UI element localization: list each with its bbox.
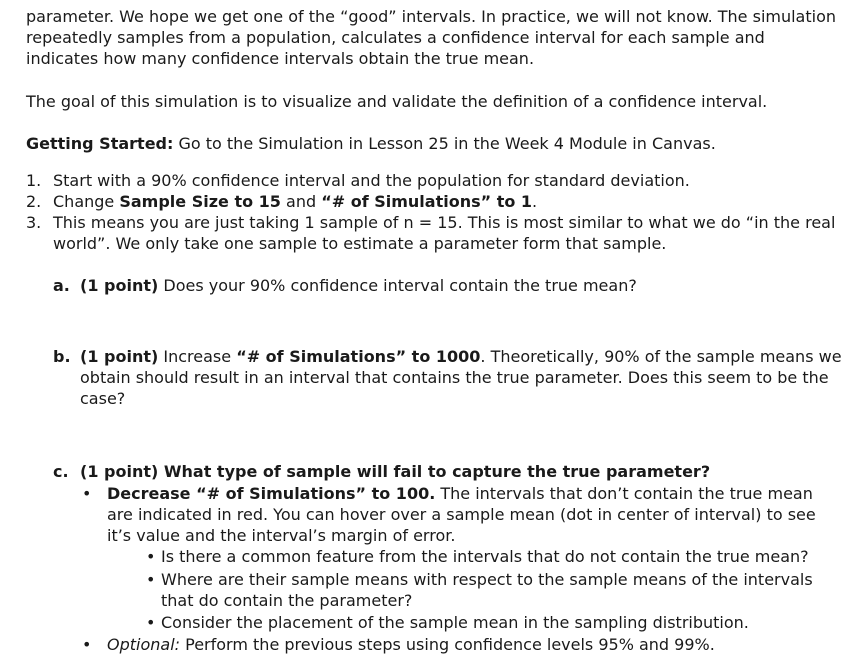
intro-text: parameter. We hope we get one of the “good” intervals. In practice, we will not know. The simulation repeatedly samples from a population, calculates a confidence interval for each sample and indicates how many confidence intervals obtain the true mean. [26, 7, 837, 68]
sub-bullet-text: Where are their sample means with respect to the sample means of the intervals that do contain the parameter? [161, 570, 813, 610]
sub-bullet [146, 612, 842, 633]
goal-paragraph: The goal of this simulation is to visualize and validate the definition of a confidence interval. [26, 92, 768, 111]
bullet-decrease [82, 483, 842, 546]
question-points: (1 point) [80, 347, 159, 366]
bullet-text [107, 634, 842, 655]
question-bold: “# of Simulations” to 1000 [236, 347, 481, 366]
bullet-dot: • [82, 484, 92, 503]
step-bold-simulations: “# of Simulations” to 1 [321, 192, 533, 211]
getting-started-paragraph [26, 133, 841, 154]
question-b [53, 346, 843, 409]
question-letter: b. [53, 347, 71, 366]
bullet-body: Perform the previous steps using confidence levels 95% and 99%. [180, 635, 715, 654]
list-item [26, 191, 841, 212]
bullet-optional [82, 634, 842, 655]
sub-bullet-text: Is there a common feature from the intervals that do not contain the true mean? [161, 547, 809, 566]
intro-paragraph [26, 6, 841, 69]
bullet-body: The intervals that don’t contain the true mean are indicated in red. You can hover over a sample mean (dot in center of interval) to see it’s value and the interval’s margin of error. [107, 484, 816, 545]
list-item [26, 170, 841, 191]
bullet-bold: Decrease “# of Simulations” to 100. [107, 484, 436, 503]
step-text: This means you are just taking 1 sample of n = 15. This is most similar to what we do “in the real world”. We only take one sample to estimate a parameter form that sample. [53, 213, 836, 253]
question-text [80, 275, 843, 296]
question-c [53, 461, 843, 482]
question-points: (1 point) [80, 276, 159, 295]
sub-bullet [146, 546, 842, 567]
question-letter: c. [53, 462, 69, 481]
step-text [53, 191, 841, 212]
sub-bullet [146, 569, 842, 611]
question-letter: a. [53, 276, 70, 295]
step-text-part: Change [53, 192, 120, 211]
getting-started-label: Getting Started: [26, 134, 174, 153]
bullet-dot: • [146, 570, 156, 589]
steps-list [26, 170, 841, 254]
question-a [53, 275, 843, 296]
question-title: (1 point) What type of sample will fail to capture the true parameter? [80, 462, 711, 481]
step-bold-sample-size: Sample Size to 15 [119, 192, 281, 211]
step-number: 2. [26, 192, 42, 211]
getting-started-text: Go to the Simulation in Lesson 25 in the Week 4 Module in Canvas. [173, 134, 716, 153]
bullet-italic: Optional: [107, 635, 181, 654]
sub-bullet-text: Consider the placement of the sample mean in the sampling distribution. [161, 613, 749, 632]
step-text-part: and [280, 192, 322, 211]
step-text: Start with a 90% confidence interval and the population for standard deviation. [53, 171, 690, 190]
bullet-text [107, 483, 842, 546]
bullet-dot: • [146, 547, 156, 566]
bullet-dot: • [146, 613, 156, 632]
question-body: Does your 90% confidence interval contain the true mean? [158, 276, 637, 295]
bullet-dot: • [82, 635, 92, 654]
question-body: . Theoretically, 90% of the sample means we obtain should result in an interval that contains the true parameter. Does this seem to be the case? [80, 347, 842, 408]
question-text [80, 346, 843, 409]
step-text-part: . [532, 192, 538, 211]
step-number: 1. [26, 171, 42, 190]
question-body: Increase [158, 347, 237, 366]
step-number: 3. [26, 213, 42, 232]
list-item [26, 212, 841, 254]
